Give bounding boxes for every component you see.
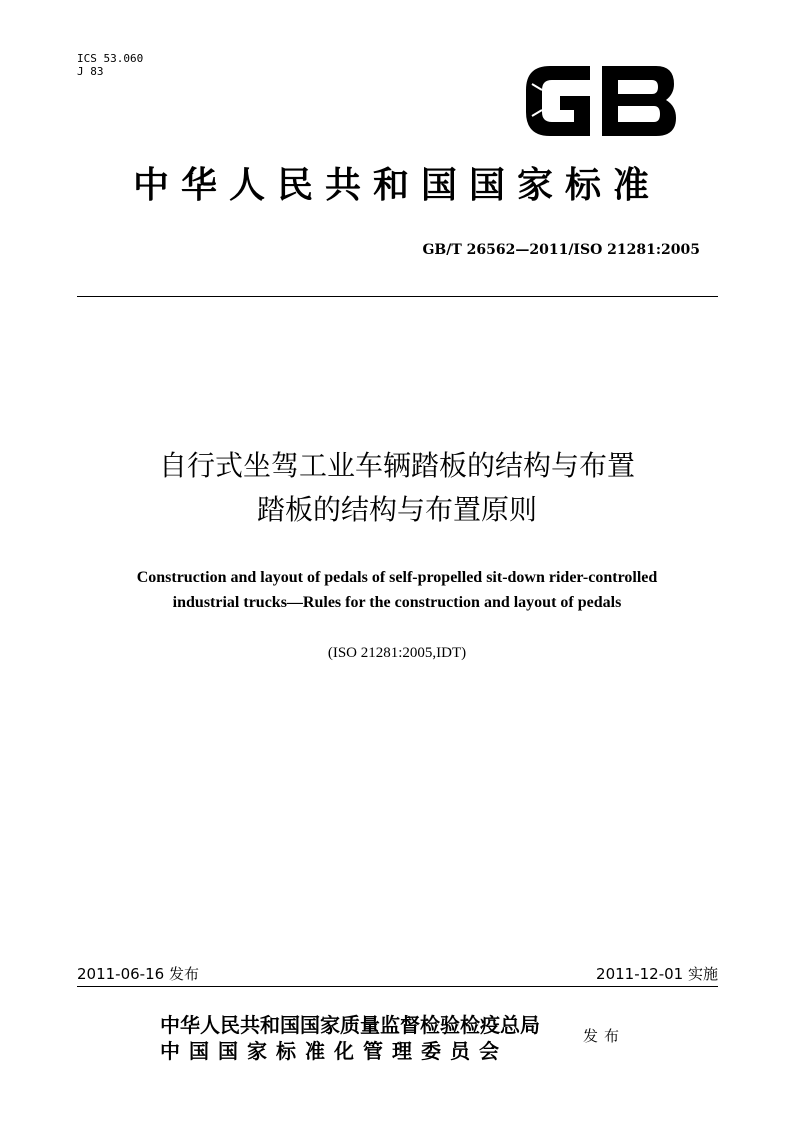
chinese-title [0,444,794,532]
gb-logo-icon [520,60,680,142]
gb-logo [520,60,680,142]
ccs-code: J 83 [77,65,104,78]
issue-action: 发布 [583,1027,626,1045]
top-divider [77,296,718,297]
english-title [0,565,794,615]
classification-codes [77,52,143,78]
issuer-line1: 中华人民共和国国家质量监督检验检疫总局 [160,1013,540,1037]
issuing-authorities [160,1012,540,1064]
implement-date: 2011-12-01 实施 [596,965,718,983]
standard-category-title: 中华人民共和国国家标准 [132,164,661,206]
issuer-line2: 中国国家标准化管理委员会 [160,1039,508,1063]
ics-code: ICS 53.060 [77,52,144,65]
english-title-line2: industrial trucks—Rules for the construction and layout of pedals [172,594,622,611]
chinese-title-line2: 踏板的结构与布置原则 [256,493,537,526]
publish-date: 2011-06-16 发布 [77,965,199,983]
english-title-line1: Construction and layout of pedals of self-propelled sit-down rider-controlled [136,569,658,586]
adoption-note: (ISO 21281:2005,IDT) [327,645,467,661]
chinese-title-line1: 自行式坐驾工业车辆踏板的结构与布置 [158,449,635,482]
standard-number: GB/T 26562—2011/ISO 21281:2005 [422,242,700,258]
bottom-divider [77,986,718,987]
